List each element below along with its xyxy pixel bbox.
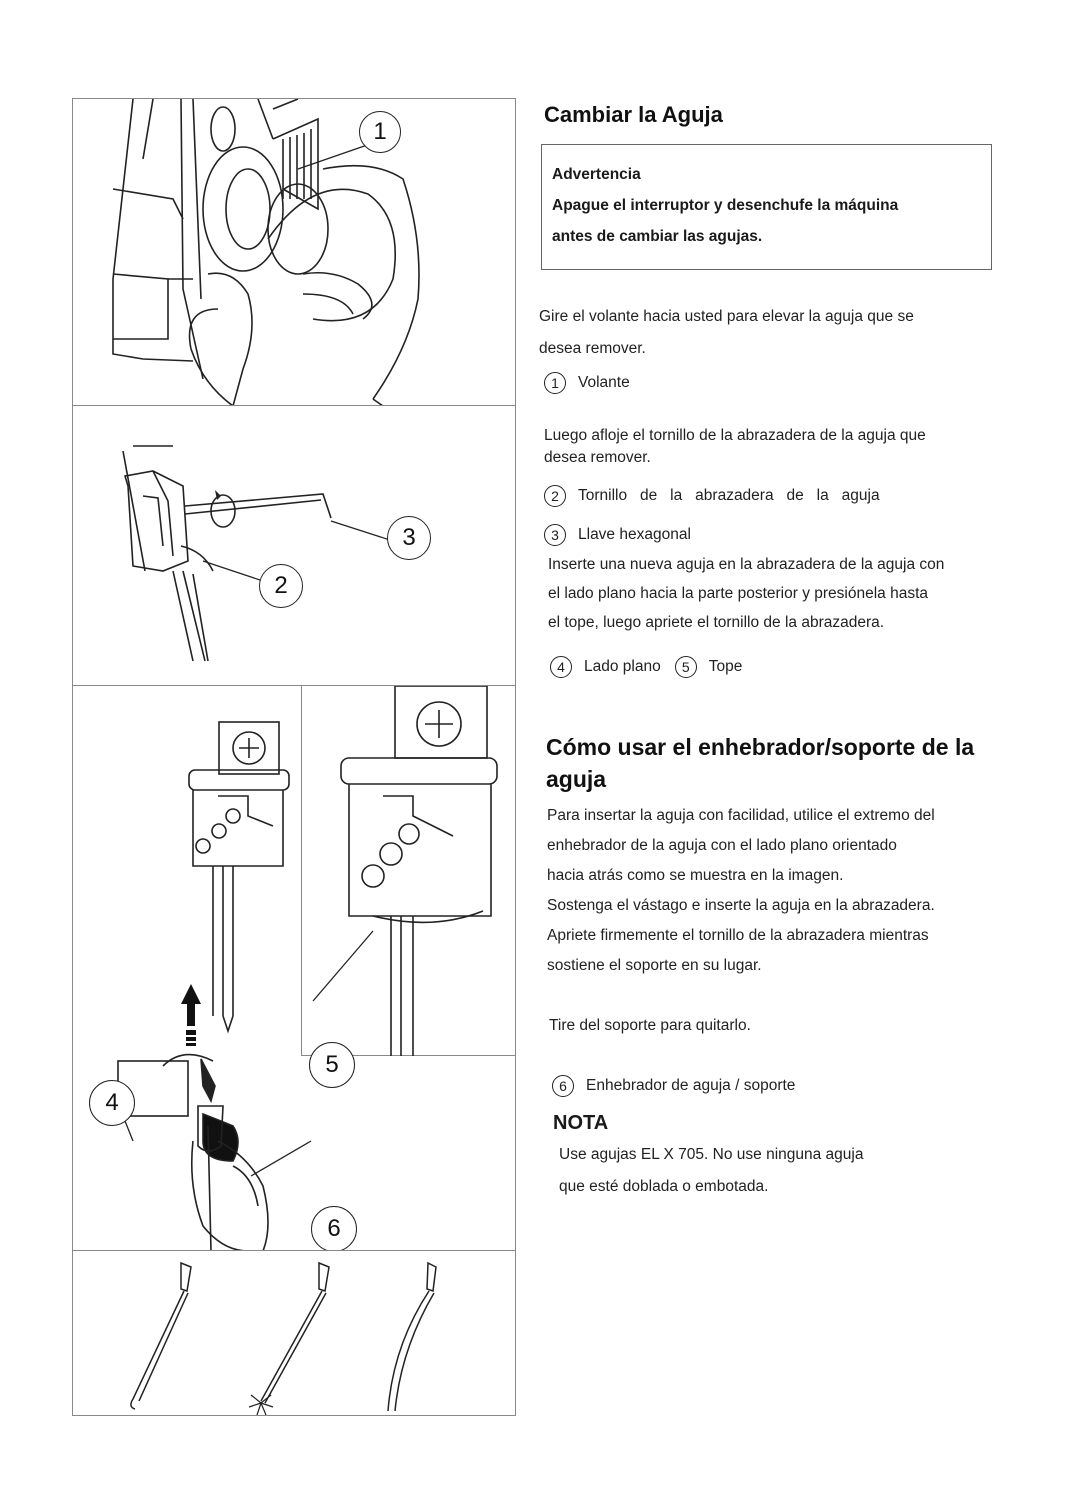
warning-line-2: antes de cambiar las agujas. bbox=[552, 228, 763, 245]
paragraph-insert-needle bbox=[548, 550, 944, 637]
text-line: el tope, luego apriete el tornillo de la abrazadera. bbox=[548, 614, 885, 631]
text-line: Sostenga el vástago e inserte la aguja en la abrazadera. bbox=[547, 897, 935, 914]
callout-1: 1 bbox=[359, 111, 401, 153]
legend-label: Tornillo de la abrazadera de la aguja bbox=[578, 487, 880, 504]
note-text bbox=[559, 1139, 863, 1203]
title-line: aguja bbox=[546, 766, 607, 792]
text-line: que esté doblada o embotada. bbox=[559, 1178, 769, 1195]
section-title-change-needle: Cambiar la Aguja bbox=[544, 102, 723, 127]
legend-number: 5 bbox=[675, 656, 697, 678]
text-line: desea remover. bbox=[539, 340, 646, 357]
text-line: el lado plano hacia la parte posterior y presiónela hasta bbox=[548, 585, 928, 602]
text-line: sostiene el soporte en su lugar. bbox=[547, 957, 762, 974]
section-title-threader bbox=[546, 731, 974, 795]
legend-item-6 bbox=[552, 1071, 795, 1101]
note-title: NOTA bbox=[553, 1112, 609, 1134]
callout-6: 6 bbox=[311, 1206, 357, 1251]
legend-number: 2 bbox=[544, 485, 566, 507]
legend-number: 1 bbox=[544, 372, 566, 394]
callout-2: 2 bbox=[259, 564, 303, 608]
title-line: Cómo usar el enhebrador/soporte de la bbox=[546, 734, 975, 760]
text-line: Inserte una nueva aguja en la abrazadera de la aguja con bbox=[548, 556, 945, 573]
text-line: enhebrador de la aguja con el lado plano orientado bbox=[547, 837, 897, 854]
warning-box bbox=[541, 144, 992, 270]
warning-line-1: Apague el interruptor y desenchufe la máquina bbox=[552, 197, 899, 214]
text-line: hacia atrás como se muestra en la imagen. bbox=[547, 867, 844, 884]
illustration-column bbox=[72, 98, 516, 1416]
paragraph-loosen-screw bbox=[544, 425, 926, 469]
text-line: desea remover. bbox=[544, 449, 651, 466]
legend-item-3 bbox=[544, 520, 691, 550]
callout-5: 5 bbox=[309, 1042, 355, 1088]
callout-4: 4 bbox=[89, 1080, 135, 1126]
legend-label: Tope bbox=[708, 658, 743, 675]
text-line: Use agujas EL X 705. No use ninguna aguja bbox=[559, 1146, 864, 1163]
paragraph-remove-holder: Tire del soporte para quitarlo. bbox=[549, 1017, 751, 1034]
text-line: Para insertar la aguja con facilidad, utilice el extremo del bbox=[547, 807, 935, 824]
text-line: Gire el volante hacia usted para elevar la aguja que se bbox=[539, 308, 914, 325]
legend-label: Volante bbox=[578, 374, 630, 391]
legend-label: Llave hexagonal bbox=[578, 526, 691, 543]
legend-number: 3 bbox=[544, 524, 566, 546]
legend-number: 6 bbox=[552, 1075, 574, 1097]
legend-label: Enhebrador de aguja / soporte bbox=[586, 1077, 796, 1094]
legend-item-1 bbox=[544, 368, 630, 398]
legend-items-4-5 bbox=[550, 652, 742, 682]
legend-number: 4 bbox=[550, 656, 572, 678]
needle-condition-illustration bbox=[73, 1251, 515, 1415]
paragraph-threader-usage bbox=[547, 801, 935, 981]
text-line: Luego afloje el tornillo de la abrazadera de la aguja que bbox=[544, 427, 926, 444]
legend-item-2 bbox=[544, 481, 880, 511]
legend-label: Lado plano bbox=[584, 658, 661, 675]
handwheel-illustration bbox=[73, 99, 515, 406]
warning-title: Advertencia bbox=[552, 166, 641, 183]
text-line: Apriete firmemente el tornillo de la abrazadera mientras bbox=[547, 927, 929, 944]
needle-insertion-illustration bbox=[73, 686, 515, 1251]
paragraph-raise-needle bbox=[539, 302, 914, 364]
needle-clamp-illustration bbox=[73, 406, 515, 686]
callout-3: 3 bbox=[387, 516, 431, 560]
